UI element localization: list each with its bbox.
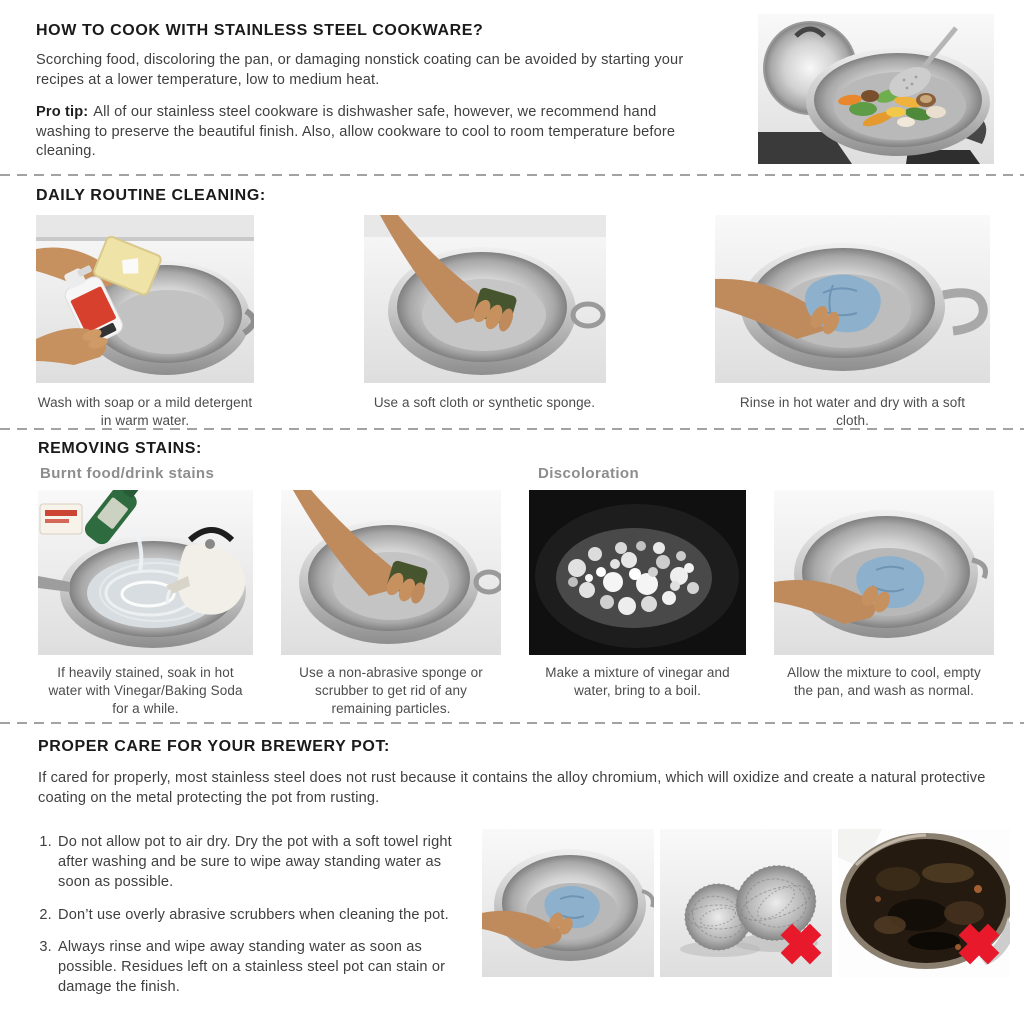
care-tips-list <box>38 833 474 1011</box>
care-tip-item: 1. Do not allow pot to air dry. Dry the pot with a soft towel right after washing and be sure to wipe away standing water as soon as possible. <box>56 833 474 893</box>
daily-caption-1: Wash with soap or a mild detergent in warm water. <box>37 395 253 428</box>
stains-caption-4: Allow the mixture to cool, empty the pan, and wash as normal. <box>787 665 981 698</box>
x-mark-icon <box>952 917 1006 971</box>
daily-caption-2: Use a soft cloth or synthetic sponge. <box>373 395 596 410</box>
stains-caption-1: If heavily stained, soak in hot water with Vinegar/Baking Soda for a while. <box>48 665 243 716</box>
subheading-discoloration: Discoloration <box>538 465 640 482</box>
photo-steel-scrubbers <box>660 829 832 977</box>
stains-step-1 <box>38 490 253 717</box>
section-removing-stains <box>0 430 1024 722</box>
removing-stains-title: REMOVING STAINS: <box>38 440 202 457</box>
pro-tip-label: Pro tip: <box>36 104 89 121</box>
pro-tip-text: All of our stainless steel cookware is dishwasher safe, however, we recommend hand washing to preserve the beautiful finish. Also, allow cookware to cool to room temperature before cleaning. <box>36 104 676 160</box>
photo-towel-dry <box>482 829 654 977</box>
photo-wipe-cool <box>774 490 994 655</box>
care-tip-item: 3. Always rinse and wipe away standing water as soon as possible. Residues left on a stainless steel pot can stain or damage the finish. <box>56 938 474 998</box>
photo-boiling-mixture <box>529 490 746 655</box>
section-daily-cleaning <box>0 176 1024 428</box>
stains-caption-3: Make a mixture of vinegar and water, bring to a boil. <box>545 665 730 698</box>
section-how-to-cook <box>0 0 1024 174</box>
stains-caption-2: Use a non-abrasive sponge or scrubber to get rid of any remaining particles. <box>299 665 483 716</box>
proper-care-paragraph: If cared for properly, most stainless steel does not rust because it contains the alloy chromium, which will oxidize and create a natural protective coating on the metal protecting the pot from rusting. <box>38 770 986 806</box>
daily-step-1 <box>36 215 254 430</box>
page-title: HOW TO COOK WITH STAINLESS STEEL COOKWARE? <box>36 22 484 39</box>
daily-caption-3: Rinse in hot water and dry with a soft cloth. <box>739 395 966 428</box>
photo-nonabrasive-sponge <box>281 490 501 655</box>
photo-scrub-sponge <box>364 215 606 383</box>
daily-step-2 <box>364 215 606 430</box>
stains-step-2 <box>281 490 501 717</box>
daily-step-3 <box>715 215 990 430</box>
photo-burnt-pan <box>838 829 1010 977</box>
subheading-burnt-stains: Burnt food/drink stains <box>40 465 215 482</box>
section-proper-care <box>0 724 1024 1011</box>
x-mark-icon <box>774 917 828 971</box>
photo-dry-cloth <box>715 215 990 383</box>
photo-wash-spray-sponge <box>36 215 254 383</box>
daily-cleaning-title: DAILY ROUTINE CLEANING: <box>36 187 266 204</box>
photo-vinegar-soak <box>38 490 253 655</box>
pro-tip-paragraph <box>36 103 704 162</box>
proper-care-title: PROPER CARE FOR YOUR BREWERY POT: <box>38 738 390 755</box>
care-tip-item: 2. Don’t use overly abrasive scrubbers when cleaning the pot. <box>56 906 474 926</box>
stains-step-3 <box>529 490 746 717</box>
photo-stirfry-wok <box>758 14 994 164</box>
intro-paragraph: Scorching food, discoloring the pan, or damaging nonstick coating can be avoided by starting your recipes at a lower temperature, low to medium heat. <box>36 52 684 88</box>
stains-step-4 <box>774 490 994 717</box>
